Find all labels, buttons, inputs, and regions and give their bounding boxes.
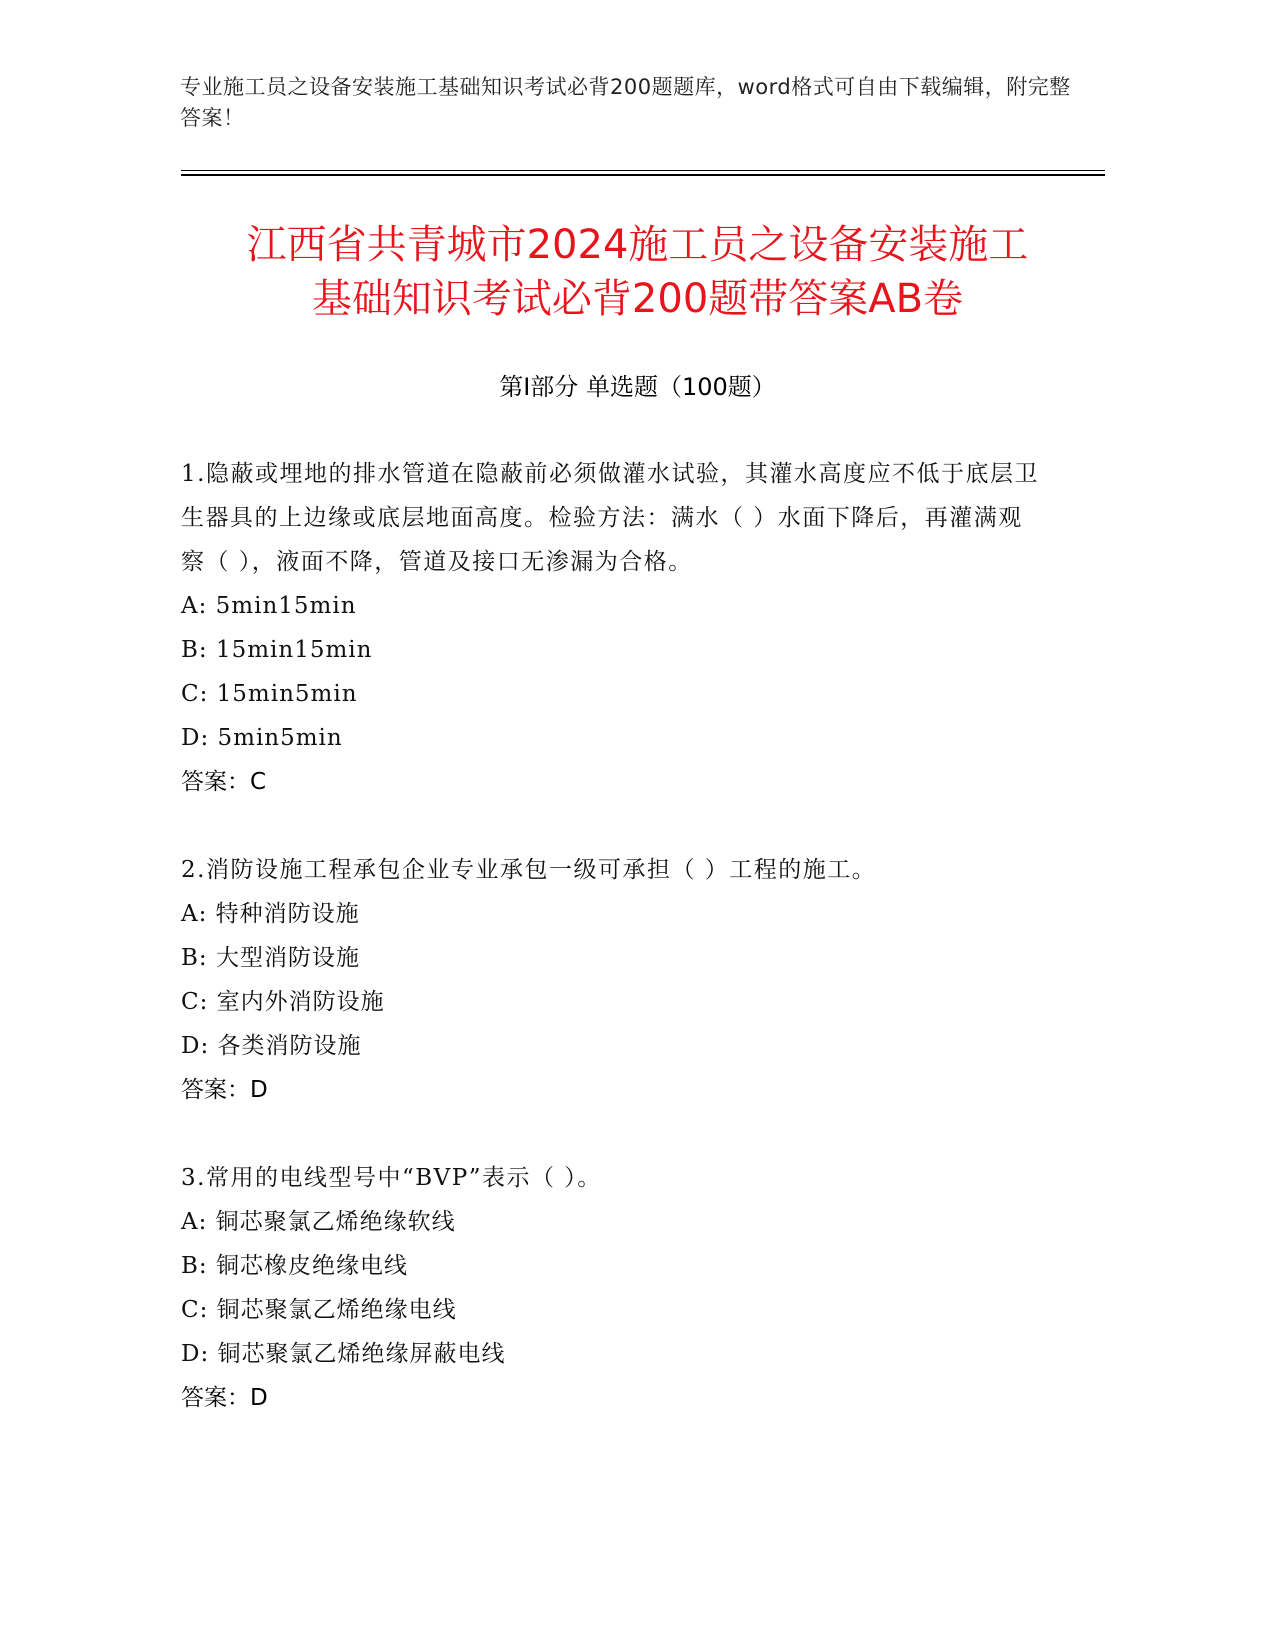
option-b: B: 15min15min [181,637,373,663]
option-d: D: 5min5min [181,725,343,751]
header-divider-thick [181,174,1105,176]
question-3 [181,1156,1041,1420]
answer: 答案：D [181,1077,268,1103]
answer: 答案：D [181,1385,268,1411]
option-a: A: 特种消防设施 [181,901,360,927]
question-2 [181,848,1041,1112]
answer: 答案：C [181,769,267,795]
question-stem: 1.隐蔽或埋地的排水管道在隐蔽前必须做灌水试验，其灌水高度应不低于底层卫生器具的上边缘或底层地面高度。检验方法：满水（ ）水面下降后，再灌满观察（ ），液面不降，管道及接口无渗漏为合格。 [181,461,1039,575]
document-title-line-2: 基础知识考试必背200题带答案AB卷 [311,276,964,322]
header-note: 专业施工员之设备安装施工基础知识考试必背200题题库，word格式可自由下载编辑，附完整答案！ [180,75,1071,130]
question-stem: 2.消防设施工程承包企业专业承包一级可承担（ ）工程的施工。 [181,857,877,883]
header-divider-thin [181,170,1105,171]
question-stem: 3.常用的电线型号中“BVP”表示（ ）。 [181,1165,602,1191]
option-d: D: 各类消防设施 [181,1033,362,1059]
question-1 [181,452,1041,804]
option-b: B: 大型消防设施 [181,945,360,971]
option-d: D: 铜芯聚氯乙烯绝缘屏蔽电线 [181,1341,506,1367]
option-b: B: 铜芯橡皮绝缘电线 [181,1253,408,1279]
document-title-line-1: 江西省共青城市2024施工员之设备安装施工 [246,222,1029,268]
document-title [150,218,1125,326]
question-list [181,452,1041,1464]
section-title: 第Ⅰ部分 单选题（100题） [499,373,776,401]
option-a: A: 铜芯聚氯乙烯绝缘软线 [181,1209,456,1235]
option-c: C: 铜芯聚氯乙烯绝缘电线 [181,1297,457,1323]
option-c: C: 室内外消防设施 [181,989,385,1015]
option-c: C: 15min5min [181,681,358,707]
option-a: A: 5min15min [181,593,357,619]
